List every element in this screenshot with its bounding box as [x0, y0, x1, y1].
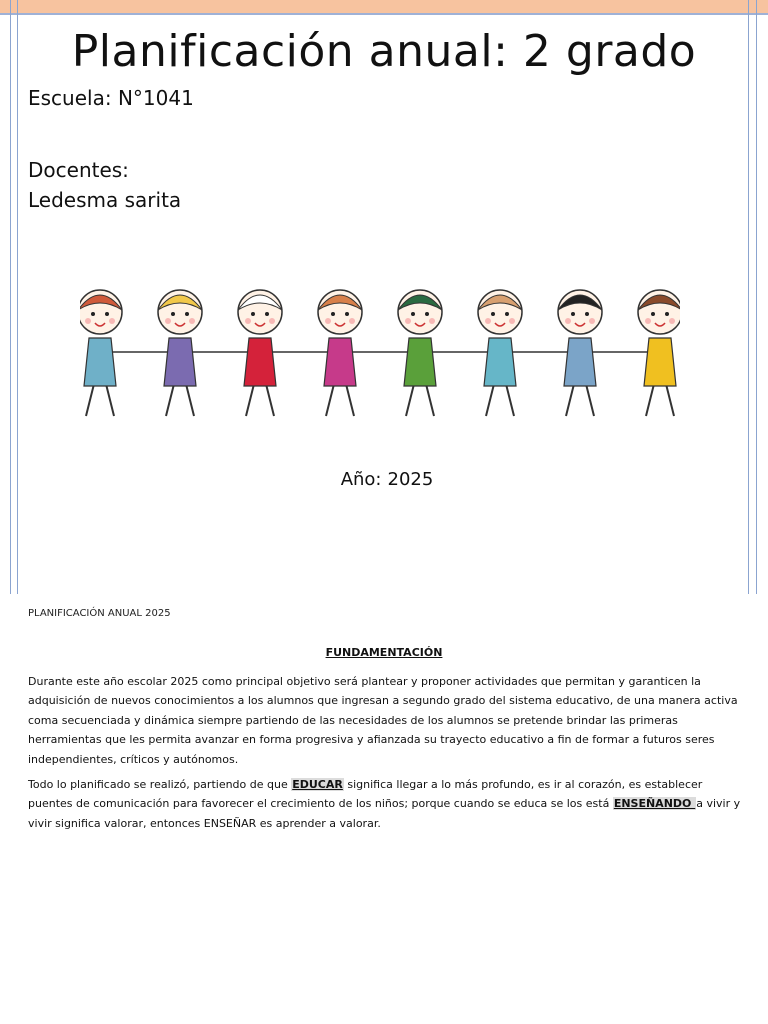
highlight-ensenando: ENSEÑANDO [613, 797, 696, 811]
cover-title: Planificación anual: 2 grado [71, 26, 697, 77]
paragraph-text: significa llegar a lo más profundo, es ir al corazón, es establecer puentes de comunicación para favorecer el crecimiento de los niños; porque cuando se educa se los está [28, 778, 703, 811]
paragraph-fundamentacion-2 [28, 775, 744, 833]
teacher-name: Ledesma sarita [28, 188, 182, 212]
child-figure [638, 290, 680, 416]
top-border-band [0, 0, 768, 15]
page-header: PLANIFICACIÓN ANUAL 2025 [28, 608, 171, 619]
section-title: FUNDAMENTACIÓN [325, 646, 443, 659]
year-label: Año: [340, 469, 382, 490]
paragraph-text: a vivir y vivir significa valorar, entonces ENSEÑAR es aprender a valorar. [28, 797, 741, 830]
child-figure [158, 290, 248, 416]
highlight-educar: EDUCAR [292, 778, 343, 791]
child-figure [80, 290, 168, 416]
children-holding-hands-illustration [80, 264, 680, 444]
paragraph-text: Todo lo planificado se realizó, partiendo de que [28, 778, 292, 791]
paragraph-fundamentacion-1: Durante este año escolar 2025 como principal objetivo será plantear y proponer actividades que permitan y garanticen la adquisición de nuevos conocimientos a los alumnos que ingresan a segundo grado del sistema educativo, de una manera activa coma secuenciada y dinámica siempre partiendo de las necesidades de los alumnos se pretende brindar las primeras herramientas que les permita avanzar en forma progresiva y afianzada su trayecto educativo a fin de formar a futuros seres independientes, críticos y autónomos. [28, 675, 738, 766]
child-figure [478, 290, 568, 416]
school-name: Escuela: N°1041 [28, 86, 194, 110]
child-figure [238, 290, 328, 416]
child-figure [558, 290, 648, 416]
page-frame-line [17, 0, 18, 594]
child-figure [398, 290, 488, 416]
child-figure [318, 290, 408, 416]
page-frame-line [10, 0, 11, 594]
year-value: 2025 [387, 469, 434, 490]
page-frame-line [748, 0, 749, 594]
teachers-label: Docentes: [28, 158, 129, 182]
year-line [0, 467, 768, 493]
page-frame-line [756, 0, 757, 594]
